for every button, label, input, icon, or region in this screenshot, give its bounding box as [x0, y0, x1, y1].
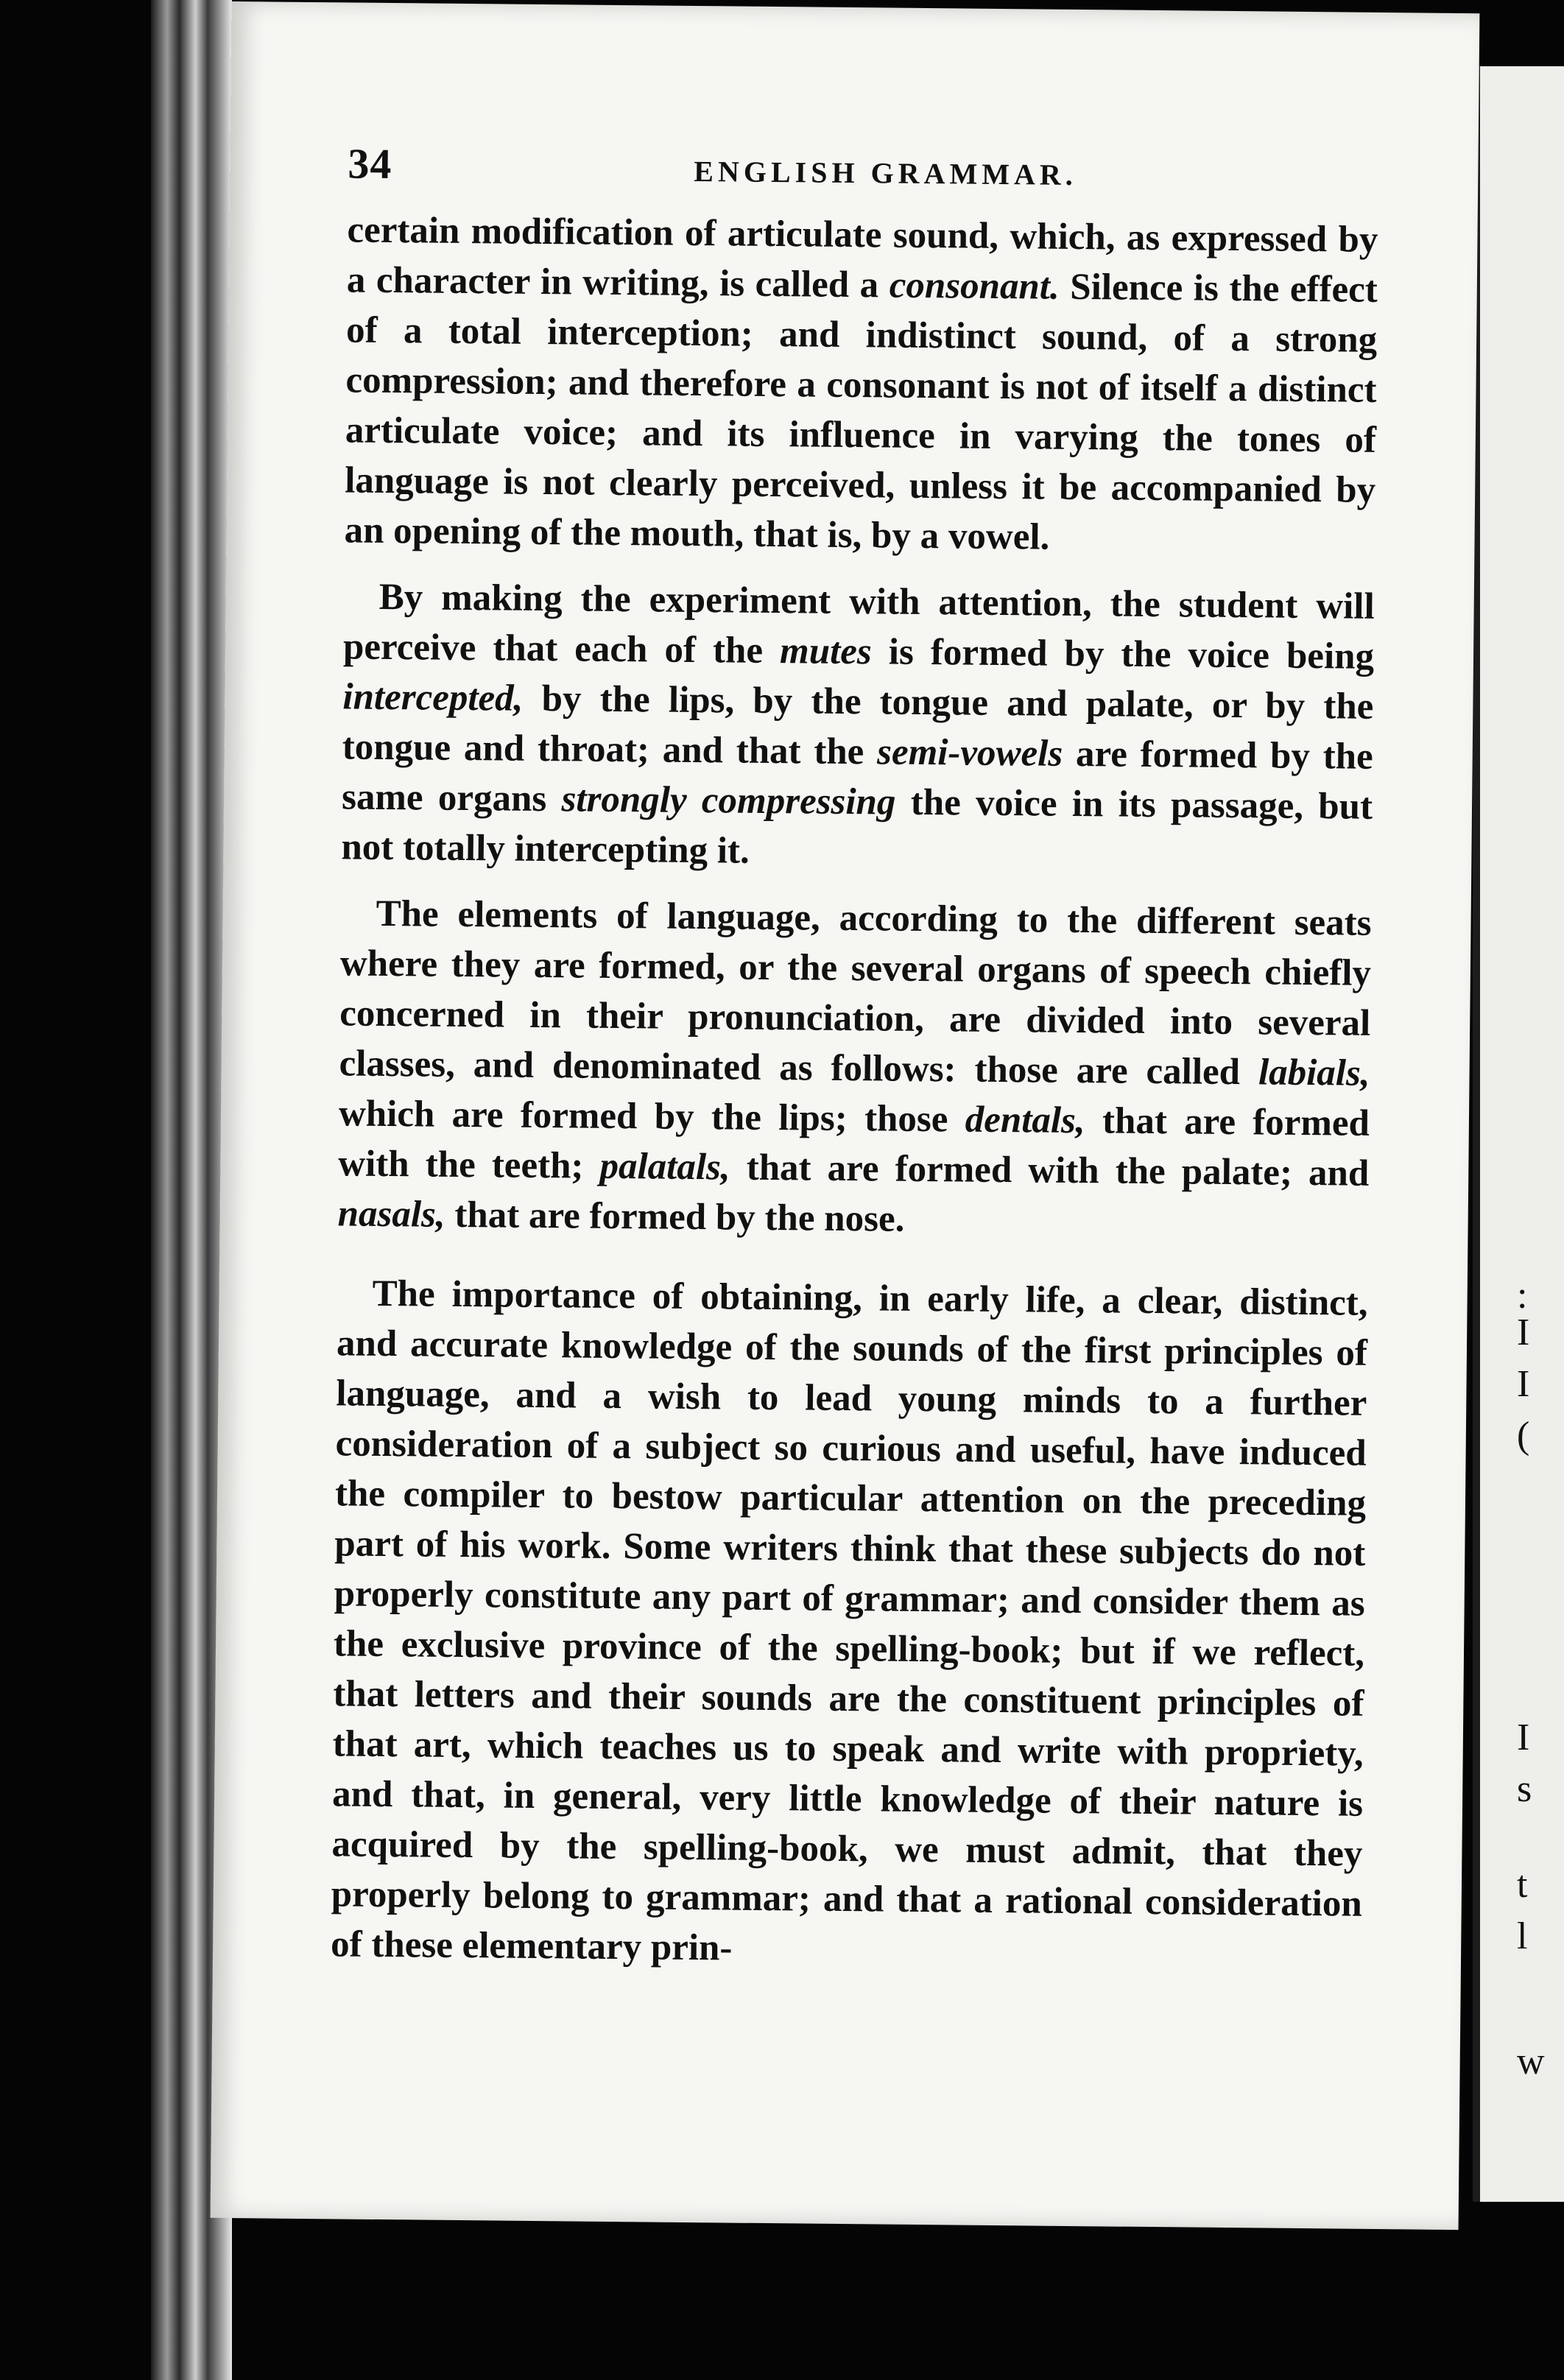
italic-term: semi-vowels — [876, 731, 1063, 775]
running-head — [348, 138, 1379, 214]
italic-term: labials, — [1258, 1052, 1370, 1094]
book-page — [211, 1, 1480, 2230]
text-run: that are formed by the nose. — [445, 1194, 905, 1240]
text-run: By making the experiment with attention, the student will perceive that each of the — [342, 576, 1375, 672]
adjacent-page-fragment: I — [1517, 1717, 1530, 1758]
page-number: 34 — [348, 139, 392, 189]
adjacent-page-fragment: w — [1517, 2041, 1545, 2082]
text-run: which are formed by the lips; those — [338, 1093, 966, 1141]
paragraph — [337, 888, 1372, 1248]
text-run: is formed by the voice being — [871, 631, 1375, 677]
adjacent-page-fragment: I — [1517, 1312, 1530, 1353]
adjacent-page-fragment: ( — [1517, 1415, 1530, 1457]
adjacent-page-edge — [1473, 66, 1564, 2202]
text-run: that are formed with the palate; and — [730, 1147, 1370, 1194]
text-run: The elements of language, according to the different seats where they are formed, or the several organs of speech chiefly concerned in their pronunciation, are divided into several classes, and denominated as follows: those are called — [339, 892, 1372, 1094]
page-content — [331, 138, 1379, 1995]
adjacent-page-fragment: s — [1517, 1768, 1532, 1810]
italic-term: dentals, — [965, 1099, 1085, 1142]
paragraph — [344, 205, 1378, 565]
text-run: the voice in its passage, but not totally intercepting it. — [341, 781, 1373, 872]
text-run: Silence is the effect of a total interception; and indistinct sound, of a strong compression; and therefore a consonant is not of itself a distinct articulate voice; and its influence in varying the tones of language is not clearly perceived, unless it be accompanied by an opening of the mouth, that is, by a vowel. — [344, 266, 1378, 558]
adjacent-page-fragment: t — [1517, 1864, 1528, 1906]
paragraph — [341, 571, 1375, 881]
body-text — [331, 205, 1378, 1979]
italic-term: palatals, — [599, 1145, 730, 1189]
paragraph — [331, 1268, 1368, 1979]
text-run: that are formed with the teeth; — [338, 1100, 1370, 1187]
adjacent-page-fragment: l — [1517, 1915, 1528, 1957]
italic-term: intercepted, — [342, 676, 524, 719]
italic-term: mutes — [779, 630, 873, 673]
italic-term: consonant. — [889, 264, 1060, 308]
adjacent-page-fragment: : — [1517, 1275, 1528, 1317]
running-head-title: ENGLISH GRAMMAR. — [694, 154, 1077, 191]
italic-term: strongly compressing — [561, 778, 896, 823]
adjacent-page-fragment: I — [1517, 1363, 1530, 1405]
text-run: certain modification of articulate sound, which, as expressed by a character in writing, is called a — [346, 209, 1378, 306]
text-run: are formed by the same organs — [341, 733, 1373, 820]
italic-term: nasals, — [337, 1193, 445, 1236]
text-run: The importance of obtaining, in early life, a clear, distinct, and accurate knowledge of the sounds of the first principles of language, and a wish to lead young minds to a further consideration of a subject so curious and useful, have induced the compiler to bestow particular attention on the preceding part of his work. Some writers think that these subjects do not properly constitute any part of grammar; and consider them as the exclusive province of the spelling-book; but if we reflect, that letters and their sounds are the constituent principles of that art, which teaches us to speak and write with propriety, and that, in general, very little knowledge of their nature is acquired by the spelling-book, we must admit, that they properly belong to grammar; and that a rational consideration of these elementary prin- — [330, 1272, 1368, 1969]
text-run: by the lips, by the tongue and palate, or by the tongue and throat; and that the — [342, 677, 1374, 773]
